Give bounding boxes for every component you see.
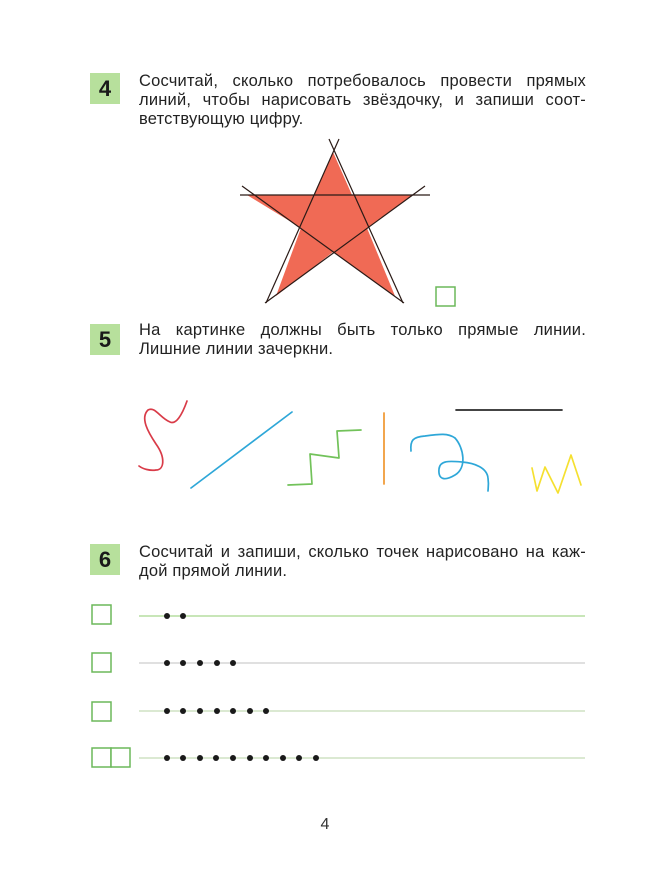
task-6-line-2: дой прямой линии. [139, 562, 288, 580]
answer-box-row-4-tens[interactable] [92, 748, 111, 767]
page-number: 4 [320, 816, 330, 833]
task-5-line-1: На картинке должны быть только прямые линии. [139, 321, 586, 339]
blue-scribble[interactable] [411, 434, 489, 491]
dot-row-3 [92, 702, 585, 721]
answer-box-task-4[interactable] [436, 287, 455, 306]
star-shape [247, 152, 412, 296]
task-4-line-1: Сосчитай, сколько потребовалось провести прямых [139, 72, 586, 90]
yellow-zigzag[interactable] [532, 455, 581, 493]
answer-box-row-4-ones[interactable] [111, 748, 130, 767]
task-number-badge-5: 5 [90, 324, 120, 355]
red-wavy-curve[interactable] [139, 401, 187, 470]
dot-row-2 [92, 653, 585, 672]
dot-row-1 [92, 605, 585, 624]
task-4-line-3: ветствующую цифру. [139, 110, 304, 128]
answer-box-row-3[interactable] [92, 702, 111, 721]
dot-row-4 [92, 748, 585, 767]
answer-box-row-2[interactable] [92, 653, 111, 672]
task-4-line-2: линий, чтобы нарисовать звёздочку, и запиши соот- [139, 91, 586, 109]
green-zigzag[interactable] [288, 430, 361, 485]
task-number-badge-4: 4 [90, 73, 120, 104]
task-number-badge-6: 6 [90, 544, 120, 575]
blue-diagonal-line[interactable] [191, 412, 292, 488]
task-6-line-1: Сосчитай и запиши, сколько точек нарисовано на каж- [139, 543, 586, 561]
answer-box-row-1[interactable] [92, 605, 111, 624]
task-5-line-2: Лишние линии зачеркни. [139, 340, 334, 358]
star-figure [240, 139, 430, 303]
